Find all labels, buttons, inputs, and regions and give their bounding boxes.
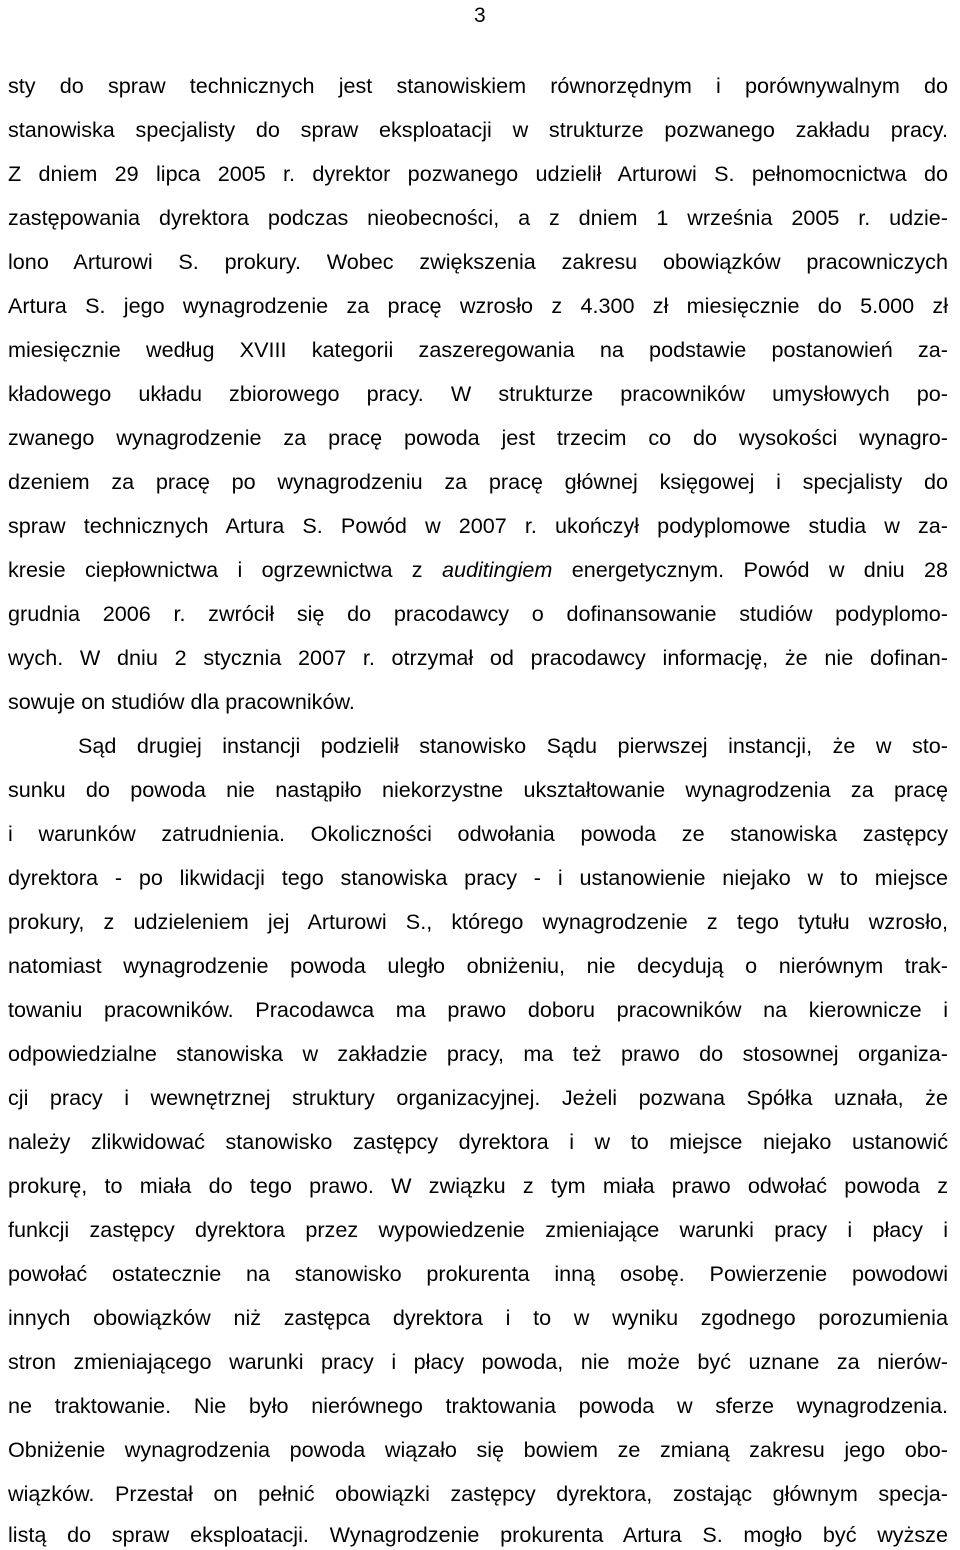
- text-line: wych. W dniu 2 stycznia 2007 r. otrzymał od pracodawcy informację, że nie dofinan-: [8, 645, 948, 670]
- text-line: stanowiska specjalisty do spraw eksploatacji w strukturze pozwanego zakładu pracy.: [8, 117, 948, 142]
- text-line: odpowiedzialne stanowiska w zakładzie pracy, ma też prawo do stosownej organiza-: [8, 1041, 948, 1066]
- text-line: ne traktowanie. Nie było nierównego traktowania powoda w sferze wynagrodzenia.: [8, 1393, 948, 1418]
- text-line: dyrektora - po likwidacji tego stanowiska pracy - i ustanowienie niejako w to miejsce: [8, 865, 948, 890]
- text-line: powołać ostatecznie na stanowisko prokurenta inną osobę. Powierzenie powodowi: [8, 1261, 948, 1286]
- text-line: Z dniem 29 lipca 2005 r. dyrektor pozwanego udzielił Arturowi S. pełnomocnictwa do: [8, 161, 948, 186]
- text-line: Artura S. jego wynagrodzenie za pracę wzrosło z 4.300 zł miesięcznie do 5.000 zł: [8, 293, 948, 318]
- text-line: listą do spraw eksploatacji. Wynagrodzenie prokurenta Artura S. mogło być wyższe: [8, 1522, 948, 1547]
- text-line: zwanego wynagrodzenie za pracę powoda jest trzecim co do wysokości wynagro-: [8, 425, 948, 450]
- text-line: sty do spraw technicznych jest stanowiskiem równorzędnym i porównywalnym do: [8, 73, 948, 98]
- text-line: funkcji zastępcy dyrektora przez wypowiedzenie zmieniające warunki pracy i płacy i: [8, 1217, 948, 1242]
- text-line: grudnia 2006 r. zwrócił się do pracodawcy o dofinansowanie studiów podyplomo-: [8, 601, 948, 626]
- text-line: miesięcznie według XVIII kategorii zaszeregowania na podstawie postanowień za-: [8, 337, 948, 362]
- page-number: 3: [474, 4, 486, 27]
- text-line: Obniżenie wynagrodzenia powoda wiązało się bowiem ze zmianą zakresu jego obo-: [8, 1437, 948, 1462]
- text-line: Sąd drugiej instancji podzielił stanowisko Sądu pierwszej instancji, że w sto-: [78, 733, 948, 758]
- text-line: sunku do powoda nie nastąpiło niekorzystne ukształtowanie wynagrodzenia za pracę: [8, 777, 948, 802]
- text-line: wiązków. Przestał on pełnić obowiązki zastępcy dyrektora, zostając głównym specja-: [8, 1481, 948, 1506]
- text-line: prokury, z udzieleniem jej Arturowi S., którego wynagrodzenie z tego tytułu wzrosło,: [8, 909, 948, 934]
- text-line: spraw technicznych Artura S. Powód w 2007 r. ukończył podyplomowe studia w za-: [8, 513, 948, 538]
- text-line: dzeniem za pracę po wynagrodzeniu za pracę głównej księgowej i specjalisty do: [8, 469, 948, 494]
- text-line: należy zlikwidować stanowisko zastępcy dyrektora i w to miejsce niejako ustanowić: [8, 1129, 948, 1154]
- text-line: lono Arturowi S. prokury. Wobec zwiększenia zakresu obowiązków pracowniczych: [8, 249, 948, 274]
- text-line: zastępowania dyrektora podczas nieobecności, a z dniem 1 września 2005 r. udzie-: [8, 205, 948, 230]
- text-line: prokurę, to miała do tego prawo. W związku z tym miała prawo odwołać powoda z: [8, 1173, 948, 1198]
- text-line: cji pracy i wewnętrznej struktury organizacyjnej. Jeżeli pozwana Spółka uznała, że: [8, 1085, 948, 1110]
- text-line: i warunków zatrudnienia. Okoliczności odwołania powoda ze stanowiska zastępcy: [8, 821, 948, 846]
- text-line: innych obowiązków niż zastępca dyrektora i to w wyniku zgodnego porozumienia: [8, 1305, 948, 1330]
- text-line-mixed: [8, 556, 948, 584]
- text-line: stron zmieniającego warunki pracy i płacy powoda, nie może być uznane za nierów-: [8, 1349, 948, 1374]
- text-line: sowuje on studiów dla pracowników.: [8, 689, 355, 714]
- text-segment: kresie ciepłownictwa i ogrzewnictwa z: [8, 557, 442, 582]
- text-line: kładowego układu zbiorowego pracy. W strukturze pracowników umysłowych po-: [8, 381, 948, 406]
- text-segment: energetycznym. Powód w dniu 28: [552, 557, 948, 582]
- text-line: natomiast wynagrodzenie powoda uległo obniżeniu, nie decydują o nierównym trak-: [8, 953, 948, 978]
- italic-term: auditingiem: [441, 557, 553, 582]
- text-line: towaniu pracowników. Pracodawca ma prawo doboru pracowników na kierownicze i: [8, 997, 948, 1022]
